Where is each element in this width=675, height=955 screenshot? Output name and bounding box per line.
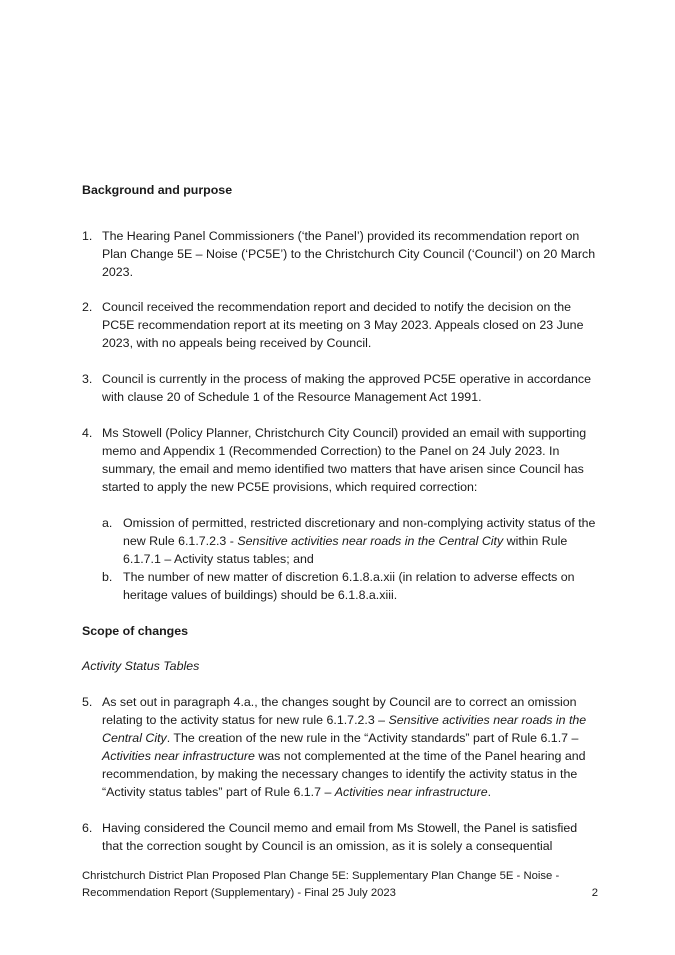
paragraph-number: 5. — [82, 695, 93, 709]
paragraph-text: Council received the recommendation report and decided to notify the decision on the PC5E recommendation report at its meeting on 3 May 2023. Appeals closed on 23 June 2023, with no appeals being received by Council. — [102, 300, 584, 350]
paragraph-1 — [82, 227, 598, 281]
paragraph-number: 4. — [82, 426, 93, 440]
page-number: 2 — [591, 887, 598, 899]
paragraph-number: 6. — [82, 821, 93, 835]
sub-item-text: Omission of permitted, restricted discretionary and non-complying activity status of the new Rule 6.1.7.2.3 - Sensitive activities near roads in the Central City within Rule 6.1.7.1 – Activity status tables; and — [123, 516, 596, 566]
paragraph-text: Having considered the Council memo and email from Ms Stowell, the Panel is satisfied that the correction sought by Council is an omission, as it is solely a consequential — [102, 821, 578, 853]
paragraph-number: 2. — [82, 300, 93, 314]
paragraph-number: 3. — [82, 372, 93, 386]
paragraph-4 — [82, 424, 598, 496]
heading-scope-of-changes: Scope of changes — [82, 624, 189, 638]
paragraph-3 — [82, 370, 598, 406]
paragraph-text: As set out in paragraph 4.a., the changes sought by Council are to correct an omission relating to the activity status for new rule 6.1.7.2.3 – Sensitive activities near roads in the Central City. The creation of the new rule in the “Activity standards” part of Rule 6.1.7 – Activities near infrastructure was not complemented at the time of the Panel hearing and recommendation, by making the necessary changes to identify the activity status in the “Activity status tables” part of Rule 6.1.7 – Activities near infrastructure. — [102, 695, 587, 799]
paragraph-text: Council is currently in the process of making the approved PC5E operative in accordance with clause 20 of Schedule 1 of the Resource Management Act 1991. — [102, 372, 592, 404]
paragraph-6 — [82, 819, 598, 855]
subheading-activity-status-tables: Activity Status Tables — [82, 659, 200, 673]
paragraph-2 — [82, 298, 598, 352]
paragraph-text: Ms Stowell (Policy Planner, Christchurch City Council) provided an email with supporting memo and Appendix 1 (Recommended Correction) to the Panel on 24 July 2023. In summary, the email and memo identified two matters that have arisen since Council has started to apply the new PC5E provisions, which required correction: — [102, 426, 587, 494]
heading-background-purpose: Background and purpose — [82, 183, 233, 197]
sub-item-a — [102, 514, 598, 568]
footer-line-2: Recommendation Report (Supplementary) - Final 25 July 2023 — [82, 887, 396, 899]
sub-item-b — [102, 568, 598, 604]
paragraph-5 — [82, 693, 598, 801]
sub-item-text: The number of new matter of discretion 6.1.8.a.xii (in relation to adverse effects on heritage values of buildings) should be 6.1.8.a.xiii. — [123, 570, 575, 602]
page-footer — [82, 868, 598, 902]
sub-item-letter: b. — [102, 570, 113, 584]
paragraph-text: The Hearing Panel Commissioners (‘the Panel’) provided its recommendation report on Plan Change 5E – Noise (‘PC5E’) to the Christchurch City Council (‘Council’) on 20 March 2023. — [102, 229, 596, 279]
footer-line-1: Christchurch District Plan Proposed Plan Change 5E: Supplementary Plan Change 5E - Noise - — [82, 870, 560, 882]
paragraph-number: 1. — [82, 229, 93, 243]
sub-item-letter: a. — [102, 516, 113, 530]
